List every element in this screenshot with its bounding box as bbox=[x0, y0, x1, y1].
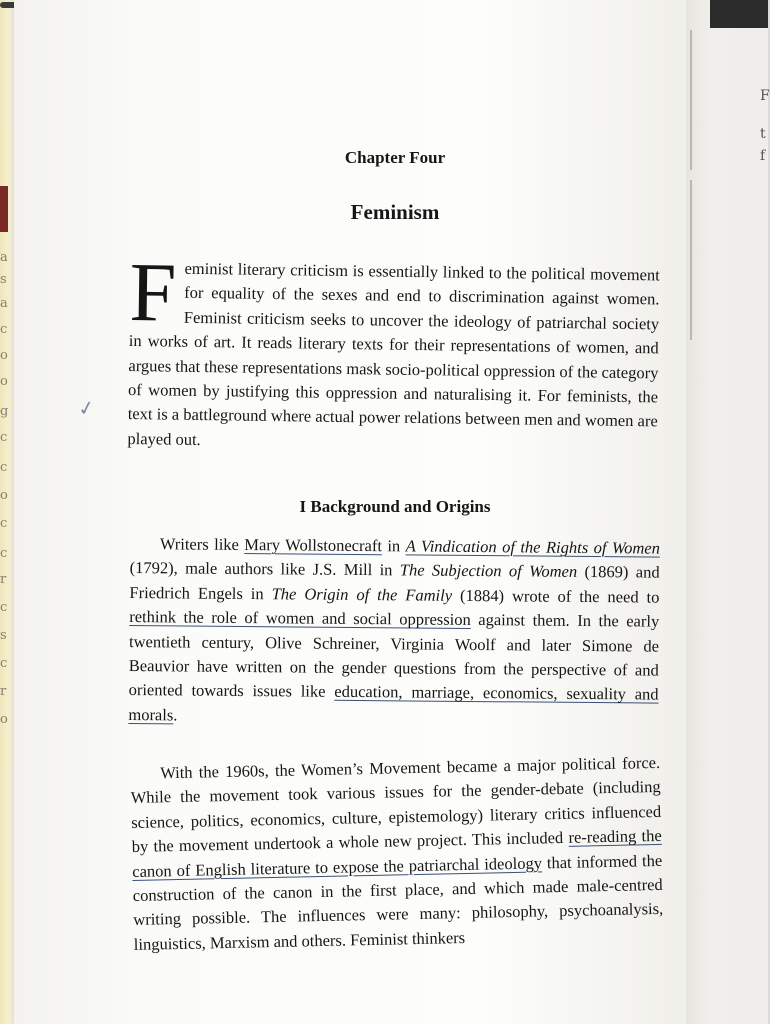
margin-glyph: o bbox=[0, 348, 8, 363]
margin-glyph: a bbox=[0, 250, 8, 265]
page-edge-line bbox=[690, 180, 692, 340]
underlined-text: rethink the role of women and social oppression bbox=[129, 607, 471, 630]
underlined-text: education, marriage, economics, sexuality and morals bbox=[128, 682, 659, 725]
text-run: that informed the construction of the canon in the first place, and which made male-centred writing possible. The influences were many: philosophy, psychoanalysis, linguistics, Marxism and others. Feminist thinkers bbox=[132, 850, 664, 954]
margin-glyph: f bbox=[760, 148, 766, 164]
underlined-text: Mary Wollstonecraft bbox=[244, 534, 383, 556]
margin-glyph: t bbox=[760, 126, 766, 142]
text-run: . bbox=[173, 705, 178, 725]
text-run: With the 1960s, the Women’s Movement became a major political force. While the movement took various issues for the gender-debate (including science, politics, economics, culture, epistemology) literary critics influenced by the movement undertook a whole new project. This included bbox=[130, 752, 662, 857]
margin-glyph: o bbox=[0, 374, 8, 389]
margin-glyph: o bbox=[0, 488, 8, 503]
margin-glyph: c bbox=[0, 656, 8, 671]
dark-corner-block bbox=[710, 0, 768, 28]
book-title: The Origin of the Family bbox=[271, 584, 453, 605]
text-run: Writers like bbox=[159, 534, 245, 554]
margin-glyph: o bbox=[0, 712, 8, 727]
spine-red-mark bbox=[0, 186, 8, 232]
margin-glyph: F bbox=[760, 88, 770, 104]
margin-glyph: s bbox=[0, 272, 7, 287]
intro-text: eminist literary criticism is essentially linked to the political movement for equality of the sexes and end to discrimination against women. Feminist criticism seeks to uncover the ideology of patriarchal society in works of art. It reads literary texts for their representations of women, and argues that these representations mask socio-political oppression of the category of women by justifying this oppression and naturalising it. For feminists, the text is a battleground where actual power relations between men and women are played out. bbox=[127, 258, 660, 449]
margin-glyph: r bbox=[0, 684, 7, 699]
underlined-text: re-reading the canon of English literature to expose the patriarchal ideology bbox=[132, 826, 662, 881]
paragraph-background bbox=[128, 532, 660, 732]
text-run: against them. In the early twentieth century, Olive Schreiner, Virginia Woolf and later Simone de Beauvior have written on the gender questions from the perspective of and oriented towards issues like bbox=[128, 610, 660, 702]
text-run: in bbox=[381, 536, 406, 556]
section-heading: I Background and Origins bbox=[299, 497, 491, 516]
chapter-title: Feminism bbox=[350, 200, 440, 224]
intro-paragraph bbox=[127, 246, 660, 459]
margin-glyph: s bbox=[0, 628, 7, 643]
margin-glyph: a bbox=[0, 296, 8, 311]
margin-glyph: c bbox=[0, 430, 8, 445]
margin-glyph: c bbox=[0, 600, 8, 615]
page-edge-line bbox=[690, 30, 692, 170]
paragraph-womens-movement bbox=[130, 751, 664, 957]
margin-glyph: c bbox=[0, 322, 8, 337]
margin-glyph: c bbox=[0, 460, 8, 475]
margin-glyph: c bbox=[0, 546, 8, 561]
pencil-check-mark-icon: ✓ bbox=[76, 394, 97, 422]
left-book-edge bbox=[0, 0, 14, 1024]
book-title: The Subjection of Women bbox=[399, 560, 578, 582]
margin-glyph: g bbox=[0, 404, 9, 419]
book-title: A Vindication of the Rights of Women bbox=[405, 536, 660, 558]
text-run: (1884) wrote of the need to bbox=[452, 585, 660, 607]
margin-glyph: c bbox=[0, 516, 8, 531]
right-neighbor-page bbox=[686, 0, 768, 1024]
text-run: (1869) and Friedrich Engels in bbox=[129, 562, 660, 604]
margin-glyph: r bbox=[0, 572, 7, 587]
chapter-label: Chapter Four bbox=[344, 148, 446, 167]
text-run: (1792), male authors like J.S. Mill in bbox=[129, 558, 400, 580]
drop-cap: F bbox=[128, 246, 177, 340]
